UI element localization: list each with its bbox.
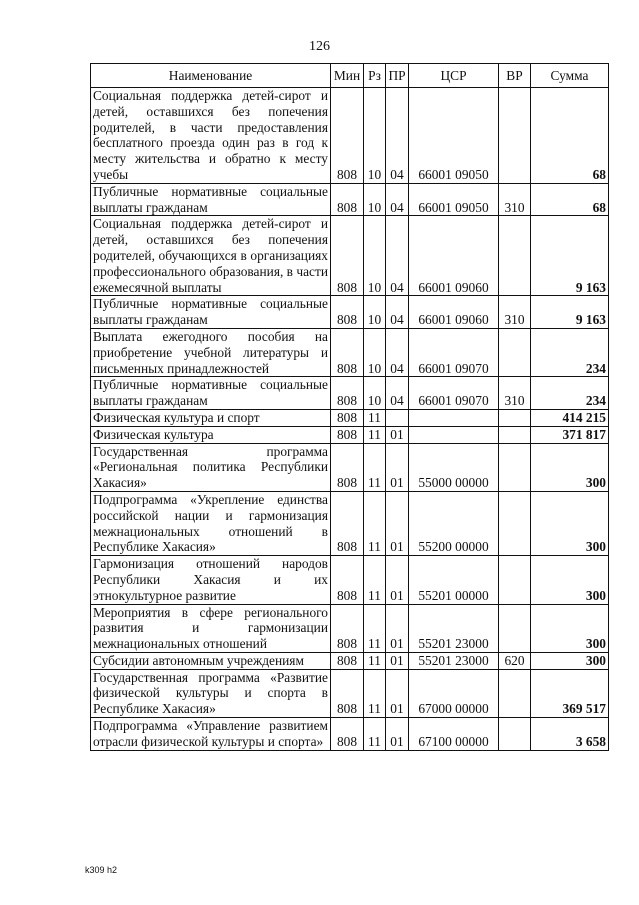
table-row: [91, 718, 609, 751]
table-row: [91, 183, 609, 216]
cell-vr: [499, 556, 531, 604]
header-rz: Рз: [364, 64, 386, 88]
cell-sum: 300: [531, 604, 609, 652]
cell-vr: [499, 328, 531, 376]
cell-name: Подпрограмма «Укрепление единства российской нации и гармонизация межнациональных отношений в Республике Хакасия»: [91, 491, 331, 555]
cell-sum: 9 163: [531, 216, 609, 296]
table-row: [91, 296, 609, 329]
header-csr: ЦСР: [409, 64, 499, 88]
cell-name: Социальная поддержка детей-сирот и детей, оставшихся без попечения родителей, обучающихся в организациях профессионального образования, в части ежемесячной выплаты: [91, 216, 331, 296]
cell-vr: 310: [499, 296, 531, 329]
cell-sum: 234: [531, 377, 609, 410]
cell-min: 808: [331, 409, 364, 426]
cell-csr: 66001 09070: [409, 377, 499, 410]
page-number: 126: [309, 39, 330, 54]
table-row: [91, 556, 609, 604]
cell-csr: 55201 23000: [409, 604, 499, 652]
cell-min: 808: [331, 88, 364, 184]
cell-min: 808: [331, 377, 364, 410]
table-row: [91, 409, 609, 426]
cell-name: Физическая культура: [91, 426, 331, 443]
cell-min: 808: [331, 669, 364, 717]
table-row: [91, 377, 609, 410]
budget-table: [90, 63, 609, 751]
cell-name: Выплата ежегодного пособия на приобретение учебной литературы и письменных принадлежностей: [91, 328, 331, 376]
cell-sum: 68: [531, 88, 609, 184]
cell-pr: 04: [386, 216, 409, 296]
header-vr: ВР: [499, 64, 531, 88]
cell-rz: 11: [364, 604, 386, 652]
header-pr: ПР: [386, 64, 409, 88]
header-name: Наименование: [91, 64, 331, 88]
cell-sum: 300: [531, 556, 609, 604]
cell-pr: 04: [386, 296, 409, 329]
cell-sum: 300: [531, 491, 609, 555]
cell-name: Публичные нормативные социальные выплаты гражданам: [91, 183, 331, 216]
cell-sum: 300: [531, 652, 609, 669]
cell-name: Субсидии автономным учреждениям: [91, 652, 331, 669]
cell-vr: [499, 409, 531, 426]
cell-rz: 11: [364, 669, 386, 717]
cell-min: 808: [331, 604, 364, 652]
cell-csr: 55200 00000: [409, 491, 499, 555]
table-row: [91, 216, 609, 296]
cell-sum: 234: [531, 328, 609, 376]
cell-pr: 04: [386, 183, 409, 216]
table-row: [91, 443, 609, 491]
header-min: Мин: [331, 64, 364, 88]
cell-pr: 01: [386, 604, 409, 652]
cell-pr: 01: [386, 652, 409, 669]
cell-min: 808: [331, 652, 364, 669]
cell-vr: [499, 669, 531, 717]
cell-csr: 66001 09050: [409, 88, 499, 184]
cell-sum: 300: [531, 443, 609, 491]
cell-sum: 369 517: [531, 669, 609, 717]
cell-name: Мероприятия в сфере регионального развития и гармонизации межнациональных отношений: [91, 604, 331, 652]
cell-csr: 55000 00000: [409, 443, 499, 491]
cell-rz: 11: [364, 409, 386, 426]
cell-rz: 10: [364, 216, 386, 296]
cell-vr: [499, 718, 531, 751]
cell-pr: [386, 409, 409, 426]
cell-min: 808: [331, 718, 364, 751]
cell-sum: 9 163: [531, 296, 609, 329]
cell-min: 808: [331, 328, 364, 376]
cell-csr: 66001 09070: [409, 328, 499, 376]
cell-name: Государственная программа «Региональная политика Республики Хакасия»: [91, 443, 331, 491]
table-row: [91, 669, 609, 717]
table-row: [91, 604, 609, 652]
table-header-row: [91, 64, 609, 88]
cell-csr: 67000 00000: [409, 669, 499, 717]
cell-rz: 10: [364, 377, 386, 410]
cell-min: 808: [331, 216, 364, 296]
cell-rz: 10: [364, 88, 386, 184]
cell-vr: 310: [499, 377, 531, 410]
cell-pr: 01: [386, 443, 409, 491]
cell-pr: 01: [386, 669, 409, 717]
cell-vr: [499, 604, 531, 652]
cell-sum: 68: [531, 183, 609, 216]
cell-vr: 620: [499, 652, 531, 669]
cell-vr: [499, 443, 531, 491]
cell-rz: 11: [364, 443, 386, 491]
cell-pr: 04: [386, 328, 409, 376]
cell-min: 808: [331, 491, 364, 555]
table-row: [91, 491, 609, 555]
cell-vr: [499, 426, 531, 443]
cell-name: Публичные нормативные социальные выплаты гражданам: [91, 377, 331, 410]
table-row: [91, 426, 609, 443]
cell-csr: [409, 409, 499, 426]
cell-rz: 10: [364, 296, 386, 329]
cell-csr: 67100 00000: [409, 718, 499, 751]
cell-sum: 3 658: [531, 718, 609, 751]
cell-pr: 01: [386, 491, 409, 555]
cell-min: 808: [331, 183, 364, 216]
cell-min: 808: [331, 426, 364, 443]
cell-rz: 10: [364, 183, 386, 216]
cell-min: 808: [331, 296, 364, 329]
cell-rz: 11: [364, 652, 386, 669]
cell-name: Гармонизация отношений народов Республики Хакасия и их этнокультурное развитие: [91, 556, 331, 604]
cell-name: Физическая культура и спорт: [91, 409, 331, 426]
cell-pr: 04: [386, 377, 409, 410]
cell-pr: 01: [386, 426, 409, 443]
cell-sum: 371 817: [531, 426, 609, 443]
cell-csr: 55201 23000: [409, 652, 499, 669]
cell-name: Публичные нормативные социальные выплаты гражданам: [91, 296, 331, 329]
cell-name: Подпрограмма «Управление развитием отрасли физической культуры и спорта»: [91, 718, 331, 751]
cell-csr: 66001 09060: [409, 216, 499, 296]
cell-min: 808: [331, 443, 364, 491]
header-sum: Сумма: [531, 64, 609, 88]
cell-name: Социальная поддержка детей-сирот и детей, оставшихся без попечения родителей, в части предоставления бесплатного проезда один раз в год к месту жительства и обратно к месту учебы: [91, 88, 331, 184]
table-row: [91, 328, 609, 376]
cell-vr: [499, 216, 531, 296]
cell-rz: 11: [364, 491, 386, 555]
cell-csr: 66001 09060: [409, 296, 499, 329]
cell-vr: [499, 491, 531, 555]
cell-csr: 55201 00000: [409, 556, 499, 604]
cell-min: 808: [331, 556, 364, 604]
cell-sum: 414 215: [531, 409, 609, 426]
cell-csr: 66001 09050: [409, 183, 499, 216]
table-row: [91, 652, 609, 669]
cell-rz: 11: [364, 426, 386, 443]
footer-code: k309 h2: [85, 865, 118, 875]
cell-name: Государственная программа «Развитие физической культуры и спорта в Республике Хакасия»: [91, 669, 331, 717]
cell-rz: 10: [364, 328, 386, 376]
cell-pr: 04: [386, 88, 409, 184]
cell-vr: 310: [499, 183, 531, 216]
cell-rz: 11: [364, 556, 386, 604]
cell-rz: 11: [364, 718, 386, 751]
cell-vr: [499, 88, 531, 184]
table-row: [91, 88, 609, 184]
cell-csr: [409, 426, 499, 443]
cell-pr: 01: [386, 718, 409, 751]
cell-pr: 01: [386, 556, 409, 604]
